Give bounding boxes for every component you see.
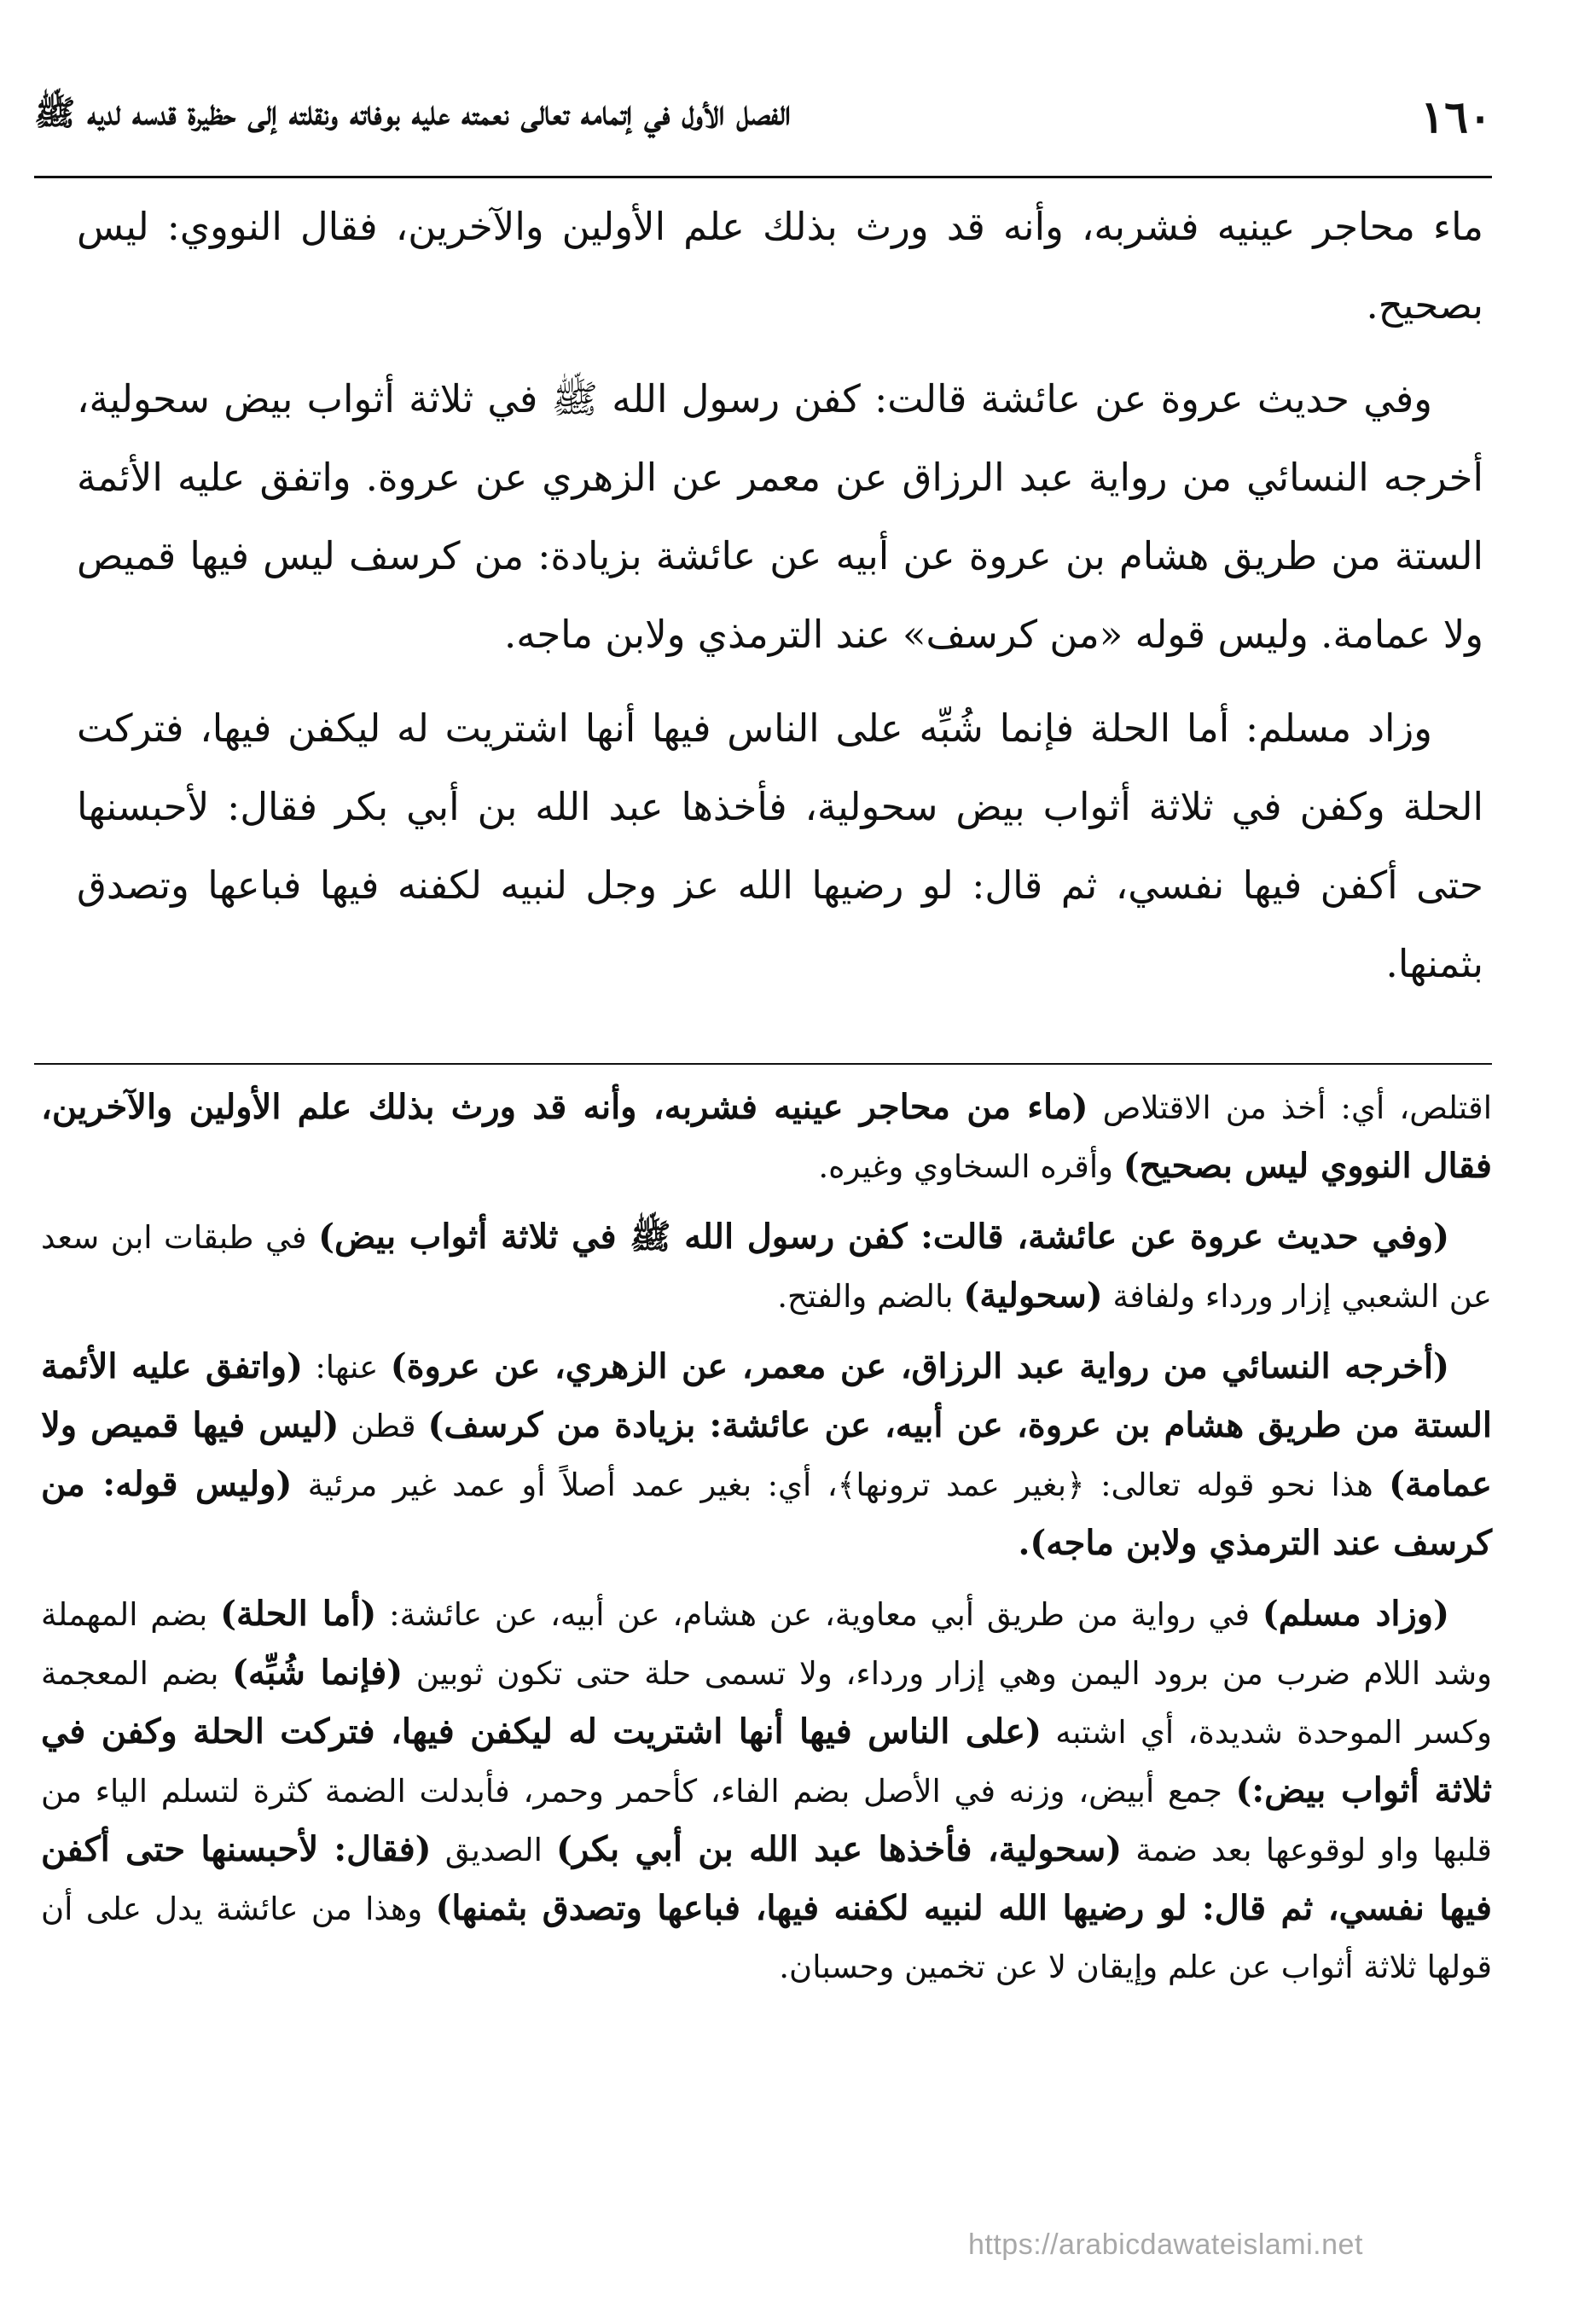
running-title: الفصل الأول في إتمامه تعالى نعمته عليه بوفاته ونقلته إلى حظيرة قدسه لديه ﷺ [34,93,791,133]
commentary-text: بضم المعجمة وكسر الموحدة شديدة، أي اشتبه [41,1655,1492,1751]
commentary-text: وأقره السخاوي وغيره. [818,1148,1123,1185]
commentary [41,1078,1492,2008]
page-number: ١٦٠ [1420,90,1492,143]
commentary-text: الصديق [431,1832,557,1868]
commentary-paragraph-2 [41,1208,1492,1326]
quoted-text: (أما الحلة) [220,1594,377,1634]
main-paragraph-3: وزاد مسلم: أما الحلة فإنما شُبِّه على الناس فيها أنها اشتريت له ليكفن فيها، فتركت الحلة وكفن في ثلاثة أثواب بيض سحولية، فأخذها عبد الله بن أبي بكر فقال: لأحبسنها حتى أكفن فيها نفسي، ثم قال: لو رضيها الله عز وجل لنبيه لكفنه فيها فباعها وتصدق بثمنها. [77,706,1483,986]
commentary-divider [34,1063,1492,1065]
quoted-text: (وزاد مسلم) [1262,1594,1449,1634]
quoted-text: (واتفق عليه الأئمة الستة من طريق هشام بن عروة، عن أبيه، عن عائشة: بزيادة من كرسف) [41,1346,1492,1445]
main-paragraph-2: وفي حديث عروة عن عائشة قالت: كفن رسول الله ﷺ في ثلاثة أثواب بيض سحولية، أخرجه النسائي من رواية عبد الرزاق عن معمر عن الزهري عن عروة. واتفق عليه الأئمة الستة من طريق هشام بن عروة عن أبيه عن عائشة بزيادة: من كرسف ليس فيها قميص ولا عمامة. وليس قوله «من كرسف» عند الترمذي ولابن ماجه. [77,376,1483,657]
quoted-text: (على الناس فيها أنها اشتريت له ليكفن فيها، فتركت الحلة وكفن في ثلاثة أثواب بيض:) [41,1711,1492,1810]
commentary-text: عنها: [302,1349,391,1386]
quoted-text: (ليس فيها قميص ولا عمامة) [41,1405,1492,1504]
commentary-text: جمع أبيض، وزنه في الأصل بضم الفاء، كأحمر وحمر، فأبدلت الضمة كثرة لتسلم الياء من قلبها واو لوقوعها بعد ضمة [41,1773,1492,1868]
commentary-paragraph-3 [41,1338,1492,1573]
quoted-text: (وليس قوله: من كرسف عند الترمذي ولابن ماجه). [41,1464,1492,1563]
quoted-text: (أخرجه النسائي من رواية عبد الرزاق، عن معمر، عن الزهري، عن عروة) [390,1346,1449,1386]
quoted-text: (سحولية) [963,1275,1103,1316]
commentary-paragraph-1 [41,1078,1492,1196]
quoted-text: (فإنما شُبِّه) [232,1653,403,1693]
commentary-text: قطن [339,1408,428,1444]
commentary-text: في طبقات ابن سعد عن الشعبي إزار ورداء ولفافة [41,1219,1492,1315]
quoted-text: (وفي حديث عروة عن عائشة، قالت: كفن رسول الله ﷺ في ثلاثة أثواب بيض) [318,1217,1449,1257]
website-watermark: https://arabicdawateislami.net [968,2228,1363,2261]
commentary-text: وهذا من عائشة يدل على أن قولها ثلاثة أثواب عن علم وإيقان لا عن تخمين وحسبان. [41,1891,1492,1985]
commentary-text: هذا نحو قوله تعالى: ﴿بغير عمد ترونها﴾، أي: بغير عمد أصلاً أو عمد غير مرئية [292,1467,1390,1503]
main-text [77,188,1483,1019]
quoted-text: (ماء من محاجر عينيه فشربه، وأنه قد ورث بذلك علم الأولين والآخرين، فقال النووي ليس بصحيح) [41,1087,1492,1186]
commentary-paragraph-4 [41,1585,1492,1996]
page-header [34,84,1492,150]
quoted-text: (فقال: لأحبسنها حتى أكفن فيها نفسي، ثم قال: لو رضيها الله لنبيه لكفنه فيها، فباعها وتصدق بثمنها) [41,1829,1492,1928]
main-paragraph-1: ماء محاجر عينيه فشربه، وأنه قد ورث بذلك علم الأولين والآخرين، فقال النووي: ليس بصحيح. [77,204,1483,328]
commentary-text: اقتلص، أي: أخذ من الاقتلاص [1088,1089,1493,1126]
quoted-text: (سحولية، فأخذها عبد الله بن أبي بكر) [556,1829,1123,1869]
commentary-text: بالضم والفتح. [777,1278,964,1315]
commentary-text: في رواية من طريق أبي معاوية، عن هشام، عن أبيه، عن عائشة: [376,1596,1262,1633]
header-divider [34,176,1492,178]
commentary-text: بضم المهملة وشد اللام ضرب من برود اليمن وهي إزار ورداء، ولا تسمى حلة حتى تكون ثوبين [41,1596,1492,1692]
